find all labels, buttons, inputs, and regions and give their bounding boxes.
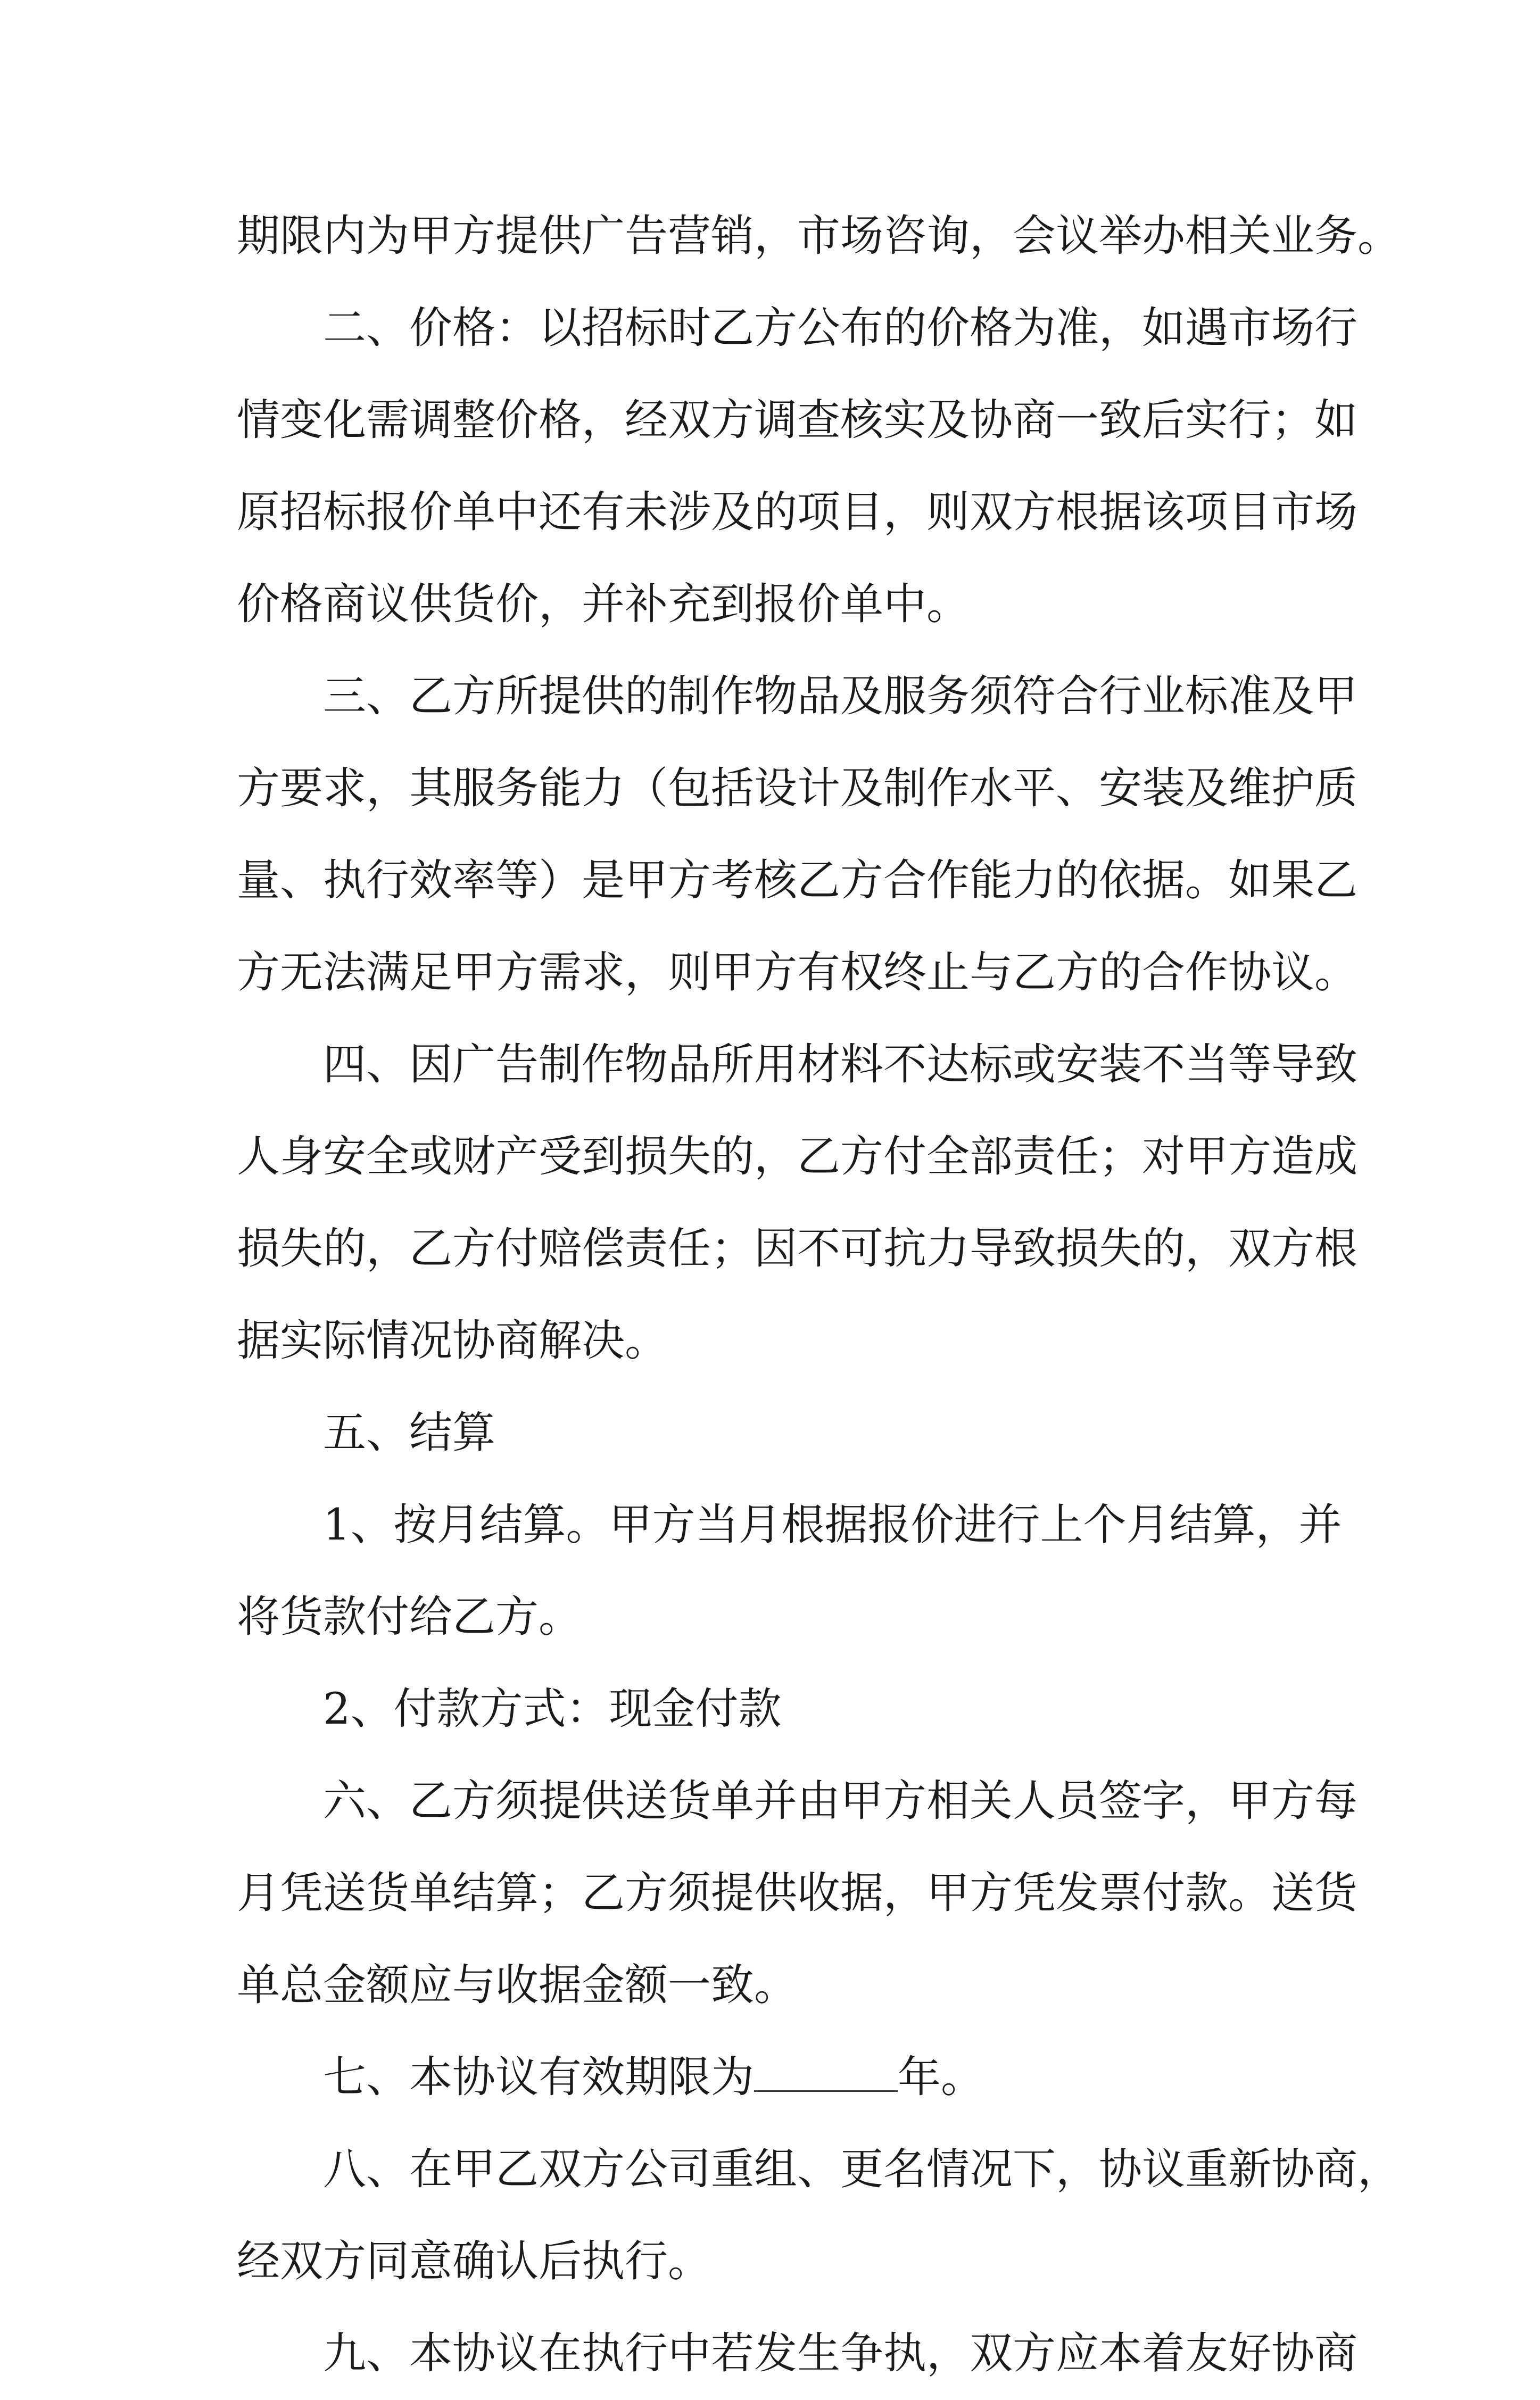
paragraph-line: 期限内为甲方提供广告营销，市场咨询，会议举办相关业务。	[237, 211, 1401, 261]
paragraph-line: 方要求，其服务能力（包括设计及制作水平、安装及维护质	[237, 764, 1358, 814]
paragraph-line: 经双方同意确认后执行。	[237, 2237, 711, 2287]
paragraph-line: 量、执行效率等）是甲方考核乙方合作能力的依据。如果乙	[237, 856, 1358, 906]
paragraph-line: 八、在甲乙双方公司重组、更名情况下，协议重新协商，	[323, 2145, 1401, 2195]
paragraph-line: 2、付款方式：现金付款	[323, 1684, 782, 1734]
paragraph-line: 六、乙方须提供送货单并由甲方相关人员签字，甲方每	[323, 1776, 1358, 1826]
term-text-after: 年。	[898, 2053, 984, 2103]
paragraph-line: 三、乙方所提供的制作物品及服务须符合行业标准及甲	[323, 672, 1358, 722]
term-text-before: 七、本协议有效期限为	[323, 2053, 755, 2103]
paragraph-line: 九、本协议在执行中若发生争执，双方应本着友好协商	[323, 2329, 1358, 2379]
paragraph-line	[237, 2032, 1317, 2124]
paragraph-line: 单总金额应与收据金额一致。	[237, 1960, 798, 2010]
section-heading: 五、结算	[323, 1408, 496, 1458]
term-years-blank	[754, 2053, 898, 2092]
paragraph-line: 二、价格：以招标时乙方公布的价格为准，如遇市场行	[323, 303, 1358, 353]
document-body	[237, 191, 1401, 2400]
paragraph-line: 据实际情况协商解决。	[237, 1316, 668, 1366]
paragraph-line: 人身安全或财产受到损失的，乙方付全部责任；对甲方造成	[237, 1132, 1358, 1182]
paragraph-line: 1、按月结算。甲方当月根据报价进行上个月结算，并	[323, 1500, 1342, 1550]
paragraph-line: 方无法满足甲方需求，则甲方有权终止与乙方的合作协议。	[237, 948, 1358, 998]
paragraph-line: 四、因广告制作物品所用材料不达标或安装不当等导致	[323, 1040, 1358, 1090]
paragraph-line: 情变化需调整价格，经双方调查核实及协商一致后实行；如	[237, 395, 1358, 445]
paragraph-line: 将货款付给乙方。	[237, 1592, 582, 1642]
paragraph-line: 损失的，乙方付赔偿责任；因不可抗力导致损失的，双方根	[237, 1224, 1358, 1274]
paragraph-line: 月凭送货单结算；乙方须提供收据，甲方凭发票付款。送货	[237, 1868, 1358, 1918]
paragraph-line: 价格商议供货价，并补充到报价单中。	[237, 580, 970, 630]
paragraph-line: 原招标报价单中还有未涉及的项目，则双方根据该项目市场	[237, 487, 1358, 537]
